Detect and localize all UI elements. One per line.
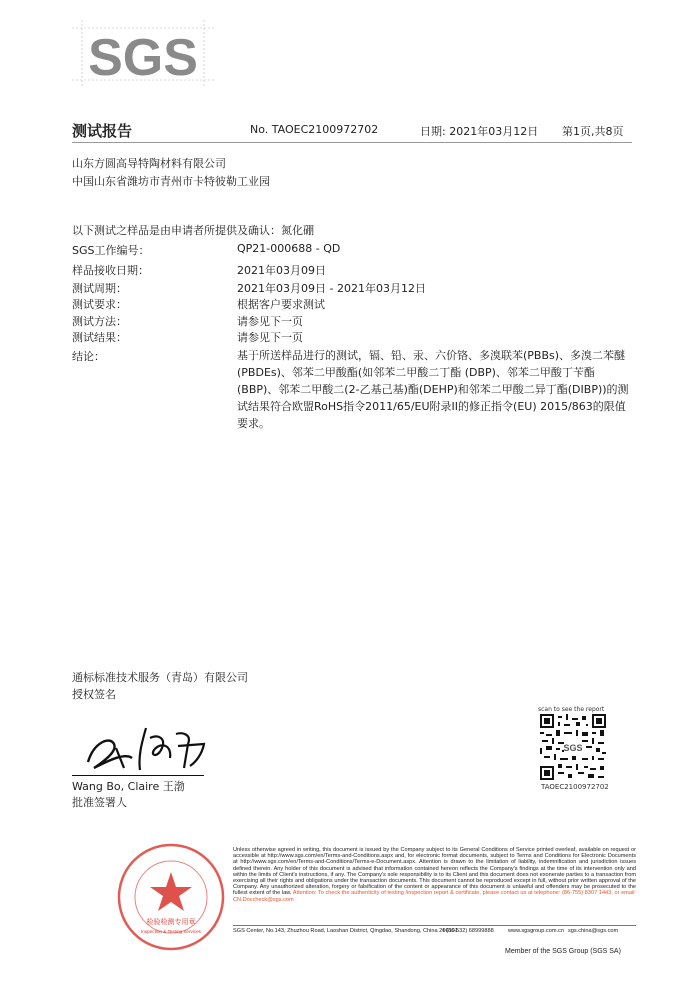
field-value-job-no: QP21-000688 - QD <box>237 242 341 255</box>
field-label-requirement: 测试要求： <box>72 298 127 311</box>
client-name: 山东方圆高导特陶材料有限公司 <box>72 157 226 170</box>
field-label-received: 样品接收日期： <box>72 264 149 277</box>
report-date: 日期: 2021年03月12日 <box>420 125 539 138</box>
field-label-result: 测试结果： <box>72 331 127 344</box>
footer-member: Member of the SGS Group (SGS SA) <box>505 948 621 955</box>
sgs-logo <box>72 20 214 88</box>
signer-block <box>72 779 185 811</box>
footer-email[interactable]: sgs.china@sgs.com <box>568 928 619 934</box>
signature-line <box>72 775 204 776</box>
stamp-cn: 检验检测专用章 <box>146 918 196 926</box>
issuer-block <box>72 669 248 703</box>
qr-caption: scan to see the report <box>538 706 605 713</box>
legal-disclaimer <box>233 847 636 903</box>
field-value-method: 请参见下一页 <box>237 315 303 328</box>
issuer-authorized: 授权签名 <box>72 688 116 701</box>
qr-code[interactable] <box>540 714 606 780</box>
field-value-requirement: 根据客户要求测试 <box>237 298 325 311</box>
conclusion-text: 基于所送样品进行的测试，镉、铅、汞、六价铬、多溴联苯(PBBs)、多溴二苯醚(PBDEs)、邻苯二甲酸酯(如邻苯二甲酸二丁酯 (DBP)、邻苯二甲酸丁苄酯(BBP)、邻苯二甲酸二(2-乙基己基)酯(DEHP)和邻苯二甲酸二异丁酯(DIBP))的测试结果符合欧盟RoHS指令2011/65/EU附录II的修正指令(EU) 2015/863的限值要求。 <box>237 349 629 430</box>
signer-title: 批准签署人 <box>72 796 127 809</box>
stamp-en: Inspection & Testing Services <box>141 929 201 934</box>
sample-intro: 以下测试之样品是由申请者所提供及确认：氮化硼 <box>72 224 314 237</box>
field-value-received: 2021年03月09日 <box>237 264 326 277</box>
field-label-method: 测试方法： <box>72 315 127 328</box>
client-address: 中国山东省潍坊市青州市卡特彼勒工业园 <box>72 175 270 188</box>
field-value-result: 请参见下一页 <box>237 331 303 344</box>
disclaimer-main: Unless otherwise agreed in writing, this document is issued by the Company subject to its General Conditions of Service printed overleaf, available on request or accessible at http://www.sgs.com/en/Terms-and-Conditions.aspx and, for electronic format documents, subject to Terms and Conditions for Electronic Documents at http://www.sgs.com/en/Terms-and-Conditions/Terms-e-Document.aspx. Attention is drawn to the limitation of liability, indemnification and jurisdiction issues defined therein. Any holder of this document is advised that information contained hereon reflects the Company's findings at the time of its intervention only and within the limits of Client's instructions, if any. The Company's sole responsibility is to its Client and this document does not exonerate parties to a transaction from exercising all their rights and obligations under the transaction documents. This document cannot be reproduced except in full, without prior written approval of the Company. Any unauthorized alteration, forgery or falsification of the content or appearance of this document is unlawful and offenders may be prosecuted to the fullest extent of the law. <box>233 847 636 897</box>
footer-divider <box>233 925 636 926</box>
footer-phone: t (86-532) 68999888 <box>443 928 494 934</box>
conclusion-label: 结论： <box>72 350 105 363</box>
signer-name: Wang Bo, Claire 王渤 <box>72 780 185 793</box>
report-number: No. TAOEC2100972702 <box>250 123 379 136</box>
field-label-period: 测试周期： <box>72 282 127 295</box>
svg-text:SGS: SGS <box>563 743 583 753</box>
footer-web[interactable]: www.sgsgroup.com.cn <box>508 928 564 934</box>
footer-address: SGS Center, No.143, Zhuzhou Road, Laoshan District, Qingdao, Shandong, China 266101 <box>233 928 458 934</box>
issuer-company: 通标标准技术服务（青岛）有限公司 <box>72 671 248 684</box>
page-number: 第1页,共8页 <box>562 125 624 138</box>
logo-text: SGS <box>88 29 198 87</box>
header-divider <box>72 142 632 143</box>
signature <box>80 722 220 774</box>
star-icon <box>150 872 192 911</box>
official-stamp <box>116 842 226 952</box>
field-label-job-no: SGS工作编号： <box>72 244 150 257</box>
field-value-period: 2021年03月09日 - 2021年03月12日 <box>237 282 426 295</box>
report-title: 测试报告 <box>72 122 133 140</box>
disclaimer-attention[interactable]: Attention: To check the authenticity of testing /inspection report & certificate, please contact us at telephone: (86-755) 8307 1443, or email: CN.Doccheck@sgs.com <box>233 890 636 903</box>
qr-number: TAOEC2100972702 <box>541 783 609 791</box>
